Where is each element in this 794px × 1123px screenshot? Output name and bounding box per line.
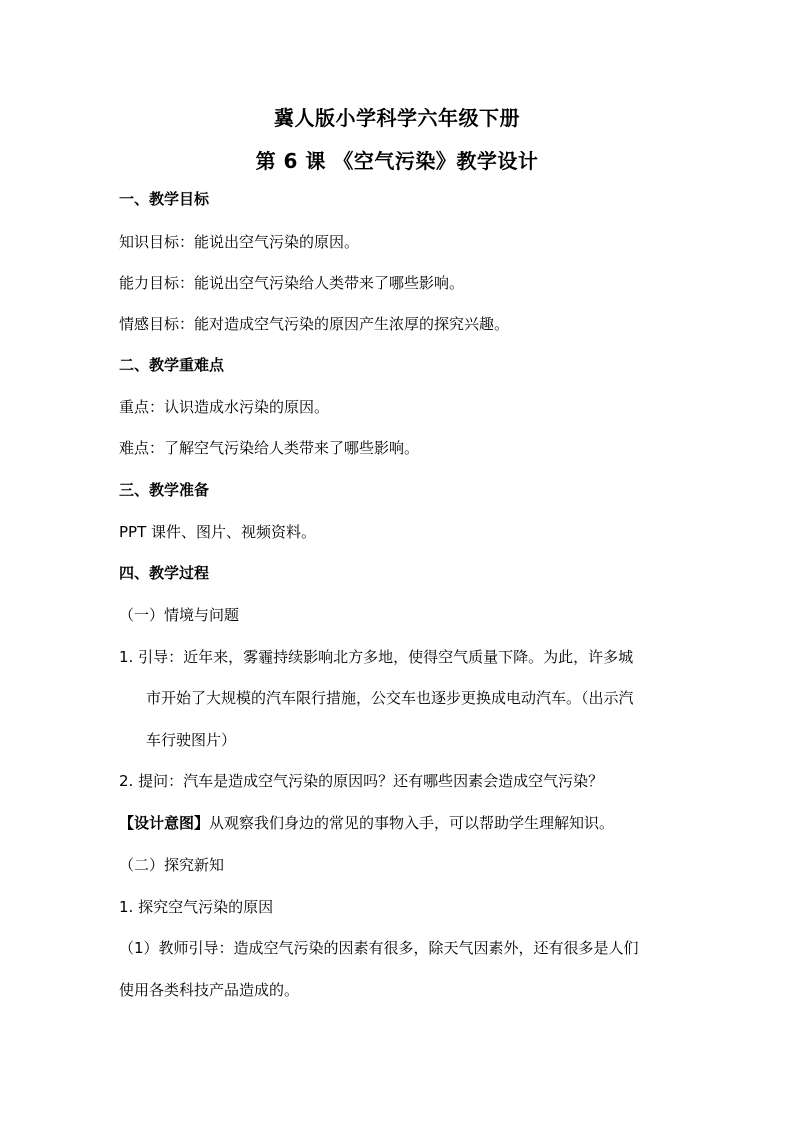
explore-sub1-line1: （1）教师引导：造成空气污染的因素有很多，除天气因素外，还有很多是人们 <box>119 939 639 957</box>
item1-line3: 车行驶图片） <box>146 731 237 749</box>
goal-emotion: 情感目标：能对造成空气污染的原因产生浓厚的探究兴趣。 <box>119 315 510 333</box>
section-heading-process: 四、教学过程 <box>119 564 210 582</box>
document-title: 冀人版小学科学六年级下册 <box>274 106 520 130</box>
design-intent-label: 【设计意图】 <box>119 814 210 832</box>
item2: 2. 提问：汽车是造成空气污染的原因吗？还有哪些因素会造成空气污染？ <box>119 772 604 790</box>
difficult-point: 难点：了解空气污染给人类带来了哪些影响。 <box>119 439 420 457</box>
design-intent <box>119 813 614 833</box>
lesson-subtitle: 第 6 课 《空气污染》教学设计 <box>255 149 539 173</box>
key-point: 重点：认识造成水污染的原因。 <box>119 398 330 416</box>
part2-heading: （二）探究新知 <box>119 856 225 874</box>
part1-heading: （一）情境与问题 <box>119 606 240 624</box>
item1-line2: 市开始了大规模的汽车限行措施，公交车也逐步更换成电动汽车。（出示汽 <box>146 689 634 707</box>
explore-sub1-line2: 使用各类科技产品造成的。 <box>119 981 300 999</box>
section-heading-goals: 一、教学目标 <box>119 190 210 208</box>
goal-ability: 能力目标：能说出空气污染给人类带来了哪些影响。 <box>119 274 465 292</box>
section-heading-key-points: 二、教学重难点 <box>119 356 225 374</box>
explore-item1: 1. 探究空气污染的原因 <box>119 898 274 916</box>
design-intent-text: 从观察我们身边的常见的事物入手，可以帮助学生理解知识。 <box>209 814 615 832</box>
section-heading-preparation: 三、教学准备 <box>119 481 210 499</box>
item1-line1: 1. 引导：近年来，雾霾持续影响北方多地，使得空气质量下降。为此，许多城 <box>119 648 634 666</box>
goal-knowledge: 知识目标：能说出空气污染的原因。 <box>119 233 360 251</box>
preparation-text: PPT 课件、图片、视频资料。 <box>119 523 317 541</box>
